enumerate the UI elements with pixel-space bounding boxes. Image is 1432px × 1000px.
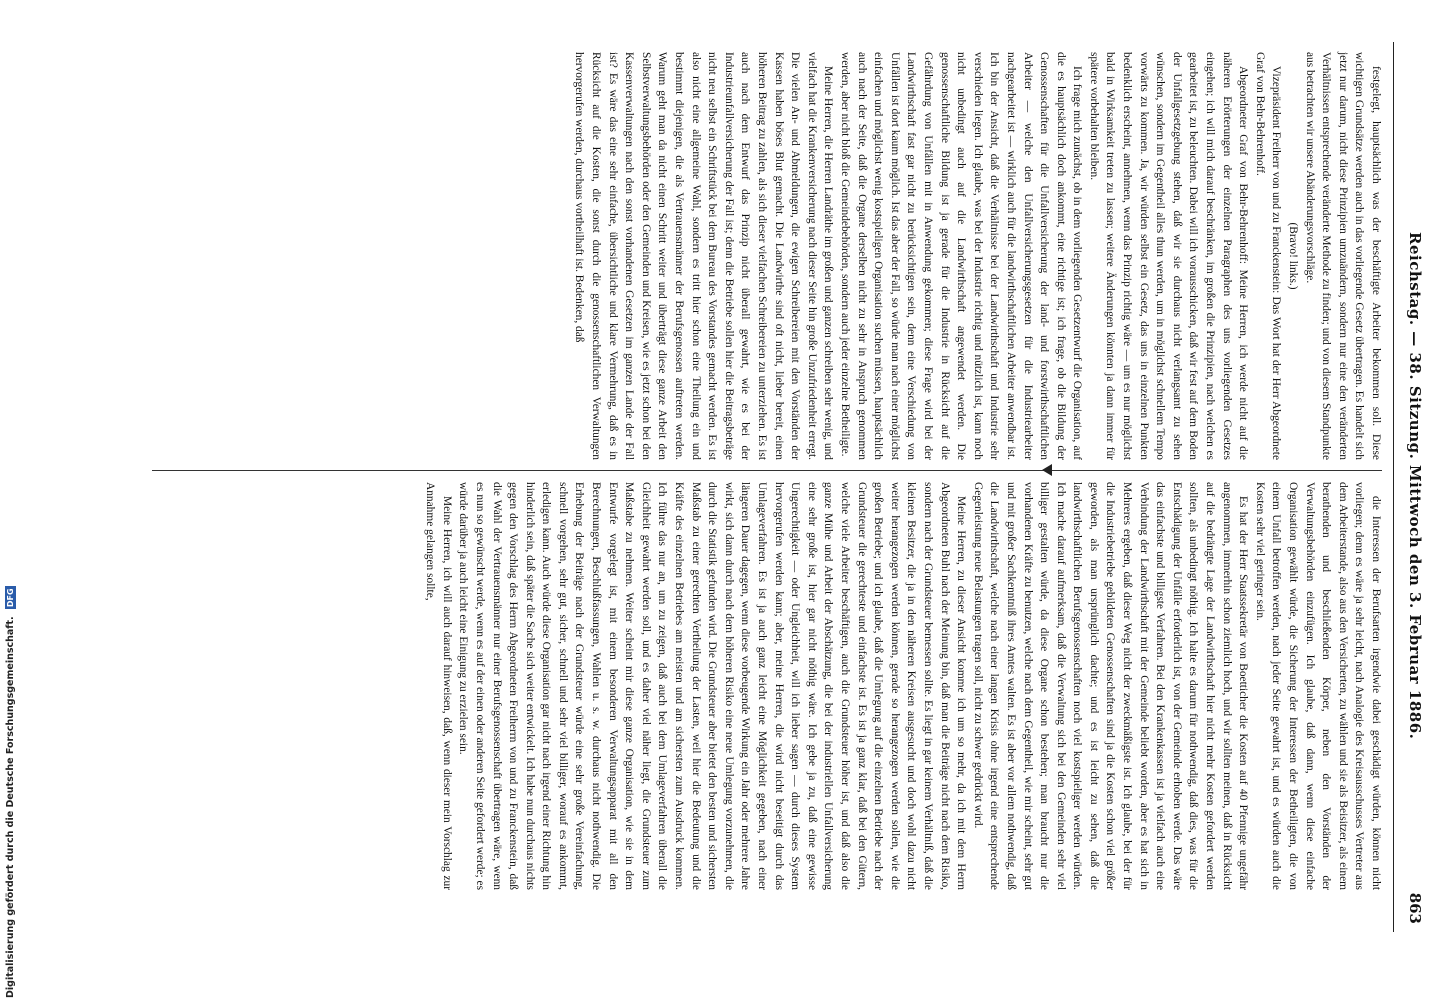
paragraph: festgelegt, hauptsächlich was der beschäftigte Arbeiter bekommen soll. Diese wichtigen Grundsätze werden auch in das vorliegende Gesetz übertragen. Es handelt sich jetzt nur darum, nicht diese Prinzipien umzuändern, sondern nur eine den veränderten Verhältnissen entsprechende veränderte Methode zu finden; und von diesem Standpunkte aus betrachten wir unsere Abänderungsvorschläge. xyxy=(1303,52,1382,460)
paragraph: Meine Herren, ich will auch darauf hinweisen, daß, wenn dieser mein Vorschlag zur Annahme gelangen sollte, xyxy=(424,482,453,890)
paragraph: Ich frage mich zunächst, ob in dem vorliegenden Gesetzentwurf die Organisation, auf die es hauptsächlich doch ankommt, eine richtige ist; ich frage, ob die Bildung der Genossenschaften für die Unfallversicherung der land- und forstwirthschaftlichen Arbeiter — welche den Unfallversicherungsgesetzen für die Industriearbeiter nachgearbeitet ist — wirklich auch für die landwirthschaftlichen Arbeiter anwendbar ist. Ich bin der Ansicht, daß die Verhältnisse bei der Landwirthschaft und Industrie sehr verschieden liegen. Ich glaube, was bei der Industrie richtig und nützlich ist, kann noch nicht unbedingt auch auf die Landwirthschaft angewendet werden. Die genossenschaftliche Bildung ist ja gerade für die Industrie in Rücksicht auf die Gefährdung von Unfällen mit in Anwendung gekommen; diese Frage wird bei der Landwirthschaft fast gar nicht zu berücksichtigen sein, denn eine Verschiedung von Unfällen ist dort kaum möglich. Ist das aber der Fall, so würde man nach einer möglichst einfachen und möglichst wenig kostspieligen Organisation suchen müssen, hauptsächlich auch nach der Seite, daß die Organe derselben nicht zu sehr in Anspruch genommen werden, aber nicht bloß die Gemeindebehörden, sondern auch jeder einzelne Betheiligte. xyxy=(839,52,1084,460)
paragraph: Es hat der Herr Staatssekretär von Boetticher die Kosten auf 40 Pfennige ungefähr angenommen, immerhin schon ziemlich hoch, und wir sollten meinen, daß in Rücksicht auf die bedrängte Lage der Landwirthschaft hier nicht mehr Kosten gefordert werden sollten, als unbedingt nöthig. Ich halte es darum für nothwendig, daß dies, was für die Entschädigung der Unfälle erforderlich ist, von der Gemeinde erhoben werde. Das wäre das einfachste und billigste Verfahren. Bei den Krankenkassen ist ja vielfach auch eine Verbindung der Landwirthschaft mit der Gemeinde beliebt worden, aber es hat sich in Mehreres ergeben, daß dieser Weg nicht der zweckmäßigste ist. Ich glaube, bei der für die Industriebetriebe gebildeten Genossenschaften sind ja die Kosten schon viel größer geworden, als man ursprünglich dachte; und es ist leicht zu sehen, daß die landwirthschaftlichen Berufsgenossenschaften noch viel kostspieliger werden würden. Ich mache darauf aufmerksam, daß die Verwaltung sich bei den Gemeinden sehr viel billiger gestalten würde, da diese Organe schon bestehen; man braucht nur die vorhandenen Kräfte zu benutzen, welche nach dem Gegentheil, wie mir scheint, sehr gut und mit großer Sachkenntniß ihres Amtes walten. Es ist aber vor allem nothwendig, daß die Landwirthschaft, welche nach einer langen Krisis ohne irgend eine entsprechende Gegenleistung neue Belastungen tragen soll, nicht zu schwer gedrückt wird. xyxy=(971,482,1250,890)
page-header-title: Reichstag. — 38. Sitzung. Mittwoch den 3. Februar 1886. xyxy=(1406,232,1424,740)
dfg-logo-icon: DFG xyxy=(6,588,15,608)
left-column xyxy=(571,52,1384,460)
column-divider xyxy=(152,470,1382,471)
interjection: (Bravo! links.) xyxy=(1287,222,1300,290)
divider-marker-icon xyxy=(1042,464,1052,476)
paragraph: Vizepräsident Freiherr von und zu Franckenstein: Das Wort hat der Herr Abgeordnete Graf von Behr-Behrenhoff. xyxy=(1253,52,1283,460)
credit-text: Digitalisierung gefördert durch die Deutsche Forschungsgemeinschaft. xyxy=(5,616,16,998)
digitization-credit xyxy=(2,578,20,998)
right-column xyxy=(422,482,1384,890)
paragraph: Abgeordneter Graf von Behr-Behrenhoff: Meine Herren, ich werde nicht auf die näheren Erörterungen der einzelnen Paragraphen des uns vorliegenden Gesetzes eingehen; ich will mich darauf beschränken, im großen die Prinzipien, nach welchen es gearbeitet ist, zu beleuchten. Dabei will ich vorausschicken, daß wir fest auf dem Boden der Unfallgesetzgebung stehen, daß wir sie durchaus nicht verlangsamt zu sehen wünschen, sondern im Gegentheil alles thun werden, um in möglichst schnellem Tempo vorwärts zu kommen. Ja, wir würden selbst ein Gesetz, das uns in einzelnen Punkten bedenklich erscheint, annehmen, wenn das Prinzip richtig wäre — um es nur möglichst bald in Wirksamkeit treten zu lassen; weitere Änderungen könnten ja dann immer für spätere vorbehalten bleiben. xyxy=(1087,52,1250,460)
paragraph: Meine Herren, die Herren Landräthe im großen und ganzen schreiben sehr wenig, und vielfach hat die Krankenversicherung nach dieser Seite hin große Unzufriedenheit erregt. Die vielen An- und Abmeldungen, die ewigen Schreibereien mit den Vorständen der Kassen haben böses Blut gemacht. Die Landwirthe sind oft nicht, lieber bereit, einen höheren Beitrag zu zahlen, als sich dieser vielfachen Schreibereien zu unterziehen. Es ist auch nach dem Entwurf das Prinzip nicht überall gewahrt, wie es bei der Industrieunfallversicherung der Fall ist; denn die Betriebe sollen hier die Beitragsbeträge nicht neu selbst ein Schriftstück bei dem Bureau des Vorstandes gemacht werden. Es ist also nicht eine allgemeine Wahl, sondern es tritt hier schon eine Theilung ein und bestimmt diejenigen, die als Vertrauensmänner der Berufsgenossen auftreten werden. Warum geht man da nicht einen Schritt weiter und überträgt diese ganze Arbeit den Selbstverwaltungsbehörden oder den Gemeinden und Kreisen, wie es jetzt schon bei den Kassenverwaltungen nach den sonst vorhandenen Gesetzen im ganzen Lande der Fall ist? Es wäre das eine sehr einfache, übersichtliche und klare Vermehrung, daß es in Rücksicht auf die Kosten, die sonst durch die genossenschaftlichen Verwaltungen hervorgerufen werden, durchaus vortheilhaft ist. Bedenken, daß xyxy=(573,52,835,460)
paragraph: Meine Herren, zu dieser Ansicht komme ich um so mehr, da ich mit dem Herrn Abgeordneten Buhl nach der Meinung bin, daß man die Beiträge nicht nach dem Risiko, sondern nach der Grundsteuer bemessen sollte. Es liegt in gar keinem Verhältniß, daß die kleinen Besitzer, die ja in den näheren Kreisen ausgesucht und doch wohl dazu nicht weiter herangezogen werden können, gerade so herangezogen werden sollen, wie die großen Betriebe; und ich glaube, daß die Umlegung auf die einzelnen Betriebe nach der Grundsteuer die gerechteste und einfachste ist. Es ist ja ganz klar, daß bei den Gütern, welche viele Arbeiter beschäftigen, auch die Grundsteuer höher ist, und daß also die ganze Mühe und Arbeit der Abschätzung, die bei der industriellen Unfallversicherung eine sehr große ist, hier gar nicht nöthig wäre. Ich gebe ja zu, daß eine gewisse Ungerechtigkeit — oder Ungleichheit, will ich lieber sagen — durch dieses System hervorgerufen werden kann; aber, meine Herren, die wird nicht beseitigt durch das Umlageverfahren. Es ist ja auch ganz leicht eine Möglichkeit gegeben, nach einer längeren Dauer dagegen, wenn diese vorbeugende Wirkung ein Jahr oder mehrere Jahre wirkt, sich dann durch nach dem höheren Risiko eine neue Umlegung vorzunehmen, die durch die Statistik gefunden wird. Die Grundsteuer aber bietet den besten und sichersten Maßstab zu einer gerechten Vertheilung der Lasten, weil hier die Bedeutung und die Kräfte des einzelnen Betriebes am meisten und am sichersten zum Ausdruck kommen. Ich führe das nur an, um zu zeigen, daß auch bei dem Umlageverfahren überall die Gleichheit gewahrt werden soll, und es daher viel näher liegt, die Grundsteuer zum Maßstabe zu nehmen. Weiter scheint mir diese ganze Organisation, wie sie in dem Entwurfe vorgelegt ist, mit einem besonderen Verwaltungsapparat mit all den Berechnungen, Beschlußfassungen, Wahlen u. s. w. durchaus nicht nothwendig. Die Erhebung der Beiträge nach der Grundsteuer würde eine sehr große Vereinfachung, schnell vorgehen, sehr gut, sicher, schnell und sehr viel billiger, worauf es ankommt, erledigen kann. Auch würde diese Organisation gar nicht nach irgend einer Richtung hin hinderlich sein, daß später die Sache sich weiter entwickelt. Ich habe nun durchaus nichts gegen den Vorschlag des Herrn Abgeordneten Freiherrn von und zu Franckenstein, daß die Wahl der Vertrauensmänner nur einer Berufsgenossenschaft übertragen wäre, wenn es nun so gewünscht werde, wenn es auf der einen oder anderen Seite gefordert werde; es würde darüber ja auch leicht eine Einigung zu erzielen sein. xyxy=(457,482,968,891)
running-head xyxy=(1393,42,1424,932)
paragraph: die Interessen der Berufsarten irgendwie dabei geschädigt würden, können nicht vorliegen; denn es wäre ja sehr leicht, nach Analogie des Kreisausschusses Vertreter aus dem Arbeiterstande, also aus den Versicherten, zu wählen und sie als Beisitzer, als einem berathenden und beschließenden Körper, neben den Vorständen der Verwaltungsbehörden einzufügen. Ich glaube, daß dann, wenn diese einfache Organisation gewählt würde, die Sicherung der Interessen der Betheiligten, die von einem Unfall betroffen werden, nach jeder Seite gewahrt ist, und es würden auch die Kosten sehr viel geringer sein. xyxy=(1253,482,1382,890)
page-number: 863 xyxy=(1406,892,1424,924)
rotated-page xyxy=(86,12,1432,972)
credit-line xyxy=(2,578,20,998)
page-body xyxy=(86,12,1432,972)
